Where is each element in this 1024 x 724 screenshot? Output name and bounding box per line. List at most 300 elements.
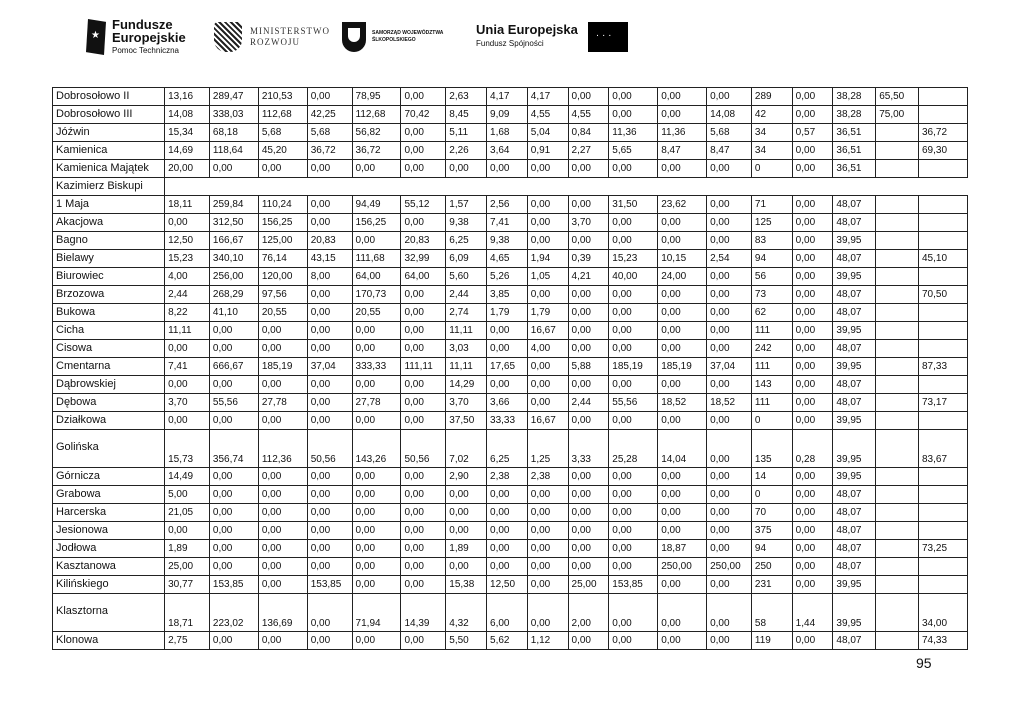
value-cell: 27,78 — [258, 394, 307, 412]
value-cell: 0,00 — [527, 358, 568, 376]
value-cell — [918, 504, 967, 522]
value-cell: 0,00 — [568, 160, 609, 178]
value-cell: 0,00 — [568, 322, 609, 340]
mrr-line2: ROZWOJU — [250, 37, 300, 47]
value-cell: 0,00 — [707, 304, 752, 322]
table-row — [53, 160, 968, 178]
table-row — [53, 576, 968, 594]
value-cell: 0,00 — [487, 322, 528, 340]
table-row — [53, 540, 968, 558]
samorzad-wojewodztwa-logo — [342, 14, 443, 60]
value-cell: 87,33 — [918, 358, 967, 376]
value-cell: 0,00 — [707, 468, 752, 486]
value-cell: 0,00 — [258, 540, 307, 558]
value-cell: 112,68 — [352, 106, 401, 124]
value-cell: 55,56 — [609, 394, 658, 412]
value-cell: 143,26 — [352, 430, 401, 468]
value-cell: 0,00 — [568, 412, 609, 430]
value-cell: 118,64 — [209, 142, 258, 160]
value-cell: 18,11 — [165, 196, 210, 214]
value-cell: 0,00 — [487, 160, 528, 178]
value-cell: 78,95 — [352, 88, 401, 106]
value-cell: 5,04 — [527, 124, 568, 142]
value-cell: 21,05 — [165, 504, 210, 522]
value-cell: 42,25 — [307, 106, 352, 124]
value-cell: 30,77 — [165, 576, 210, 594]
value-cell: 185,19 — [258, 358, 307, 376]
value-cell — [918, 304, 967, 322]
value-cell: 0,00 — [401, 412, 446, 430]
value-cell: 0,00 — [401, 522, 446, 540]
value-cell: 0,00 — [707, 540, 752, 558]
value-cell: 0,00 — [658, 322, 707, 340]
value-cell: 45,20 — [258, 142, 307, 160]
value-cell: 5,88 — [568, 358, 609, 376]
value-cell: 16,67 — [527, 412, 568, 430]
value-cell: 36,72 — [352, 142, 401, 160]
table-row — [53, 558, 968, 576]
value-cell: 56 — [751, 268, 792, 286]
row-name-cell: Cmentarna — [53, 358, 165, 376]
value-cell: 0,00 — [609, 412, 658, 430]
value-cell: 0,00 — [352, 160, 401, 178]
value-cell: 0,00 — [609, 558, 658, 576]
value-cell: 48,07 — [833, 250, 876, 268]
value-cell: 0,00 — [792, 468, 833, 486]
value-cell: 0,00 — [792, 214, 833, 232]
value-cell: 0,00 — [658, 522, 707, 540]
value-cell: 4,65 — [487, 250, 528, 268]
value-cell — [876, 286, 919, 304]
value-cell: 48,07 — [833, 340, 876, 358]
value-cell: 0,00 — [401, 504, 446, 522]
value-cell: 5,60 — [446, 268, 487, 286]
value-cell: 0,00 — [792, 486, 833, 504]
row-name-cell: Kamienica — [53, 142, 165, 160]
value-cell: 15,34 — [165, 124, 210, 142]
value-cell: 40,00 — [609, 268, 658, 286]
value-cell: 0,00 — [352, 576, 401, 594]
value-cell: 0,00 — [307, 88, 352, 106]
value-cell: 2,74 — [446, 304, 487, 322]
value-cell: 0,00 — [658, 304, 707, 322]
value-cell: 111,68 — [352, 250, 401, 268]
unia-europejska-logo — [476, 14, 628, 60]
value-cell: 0,00 — [707, 504, 752, 522]
table-row — [53, 594, 968, 632]
value-cell: 0,00 — [209, 412, 258, 430]
value-cell: 166,67 — [209, 232, 258, 250]
value-cell: 223,02 — [209, 594, 258, 632]
value-cell: 0,00 — [352, 322, 401, 340]
value-cell: 37,04 — [307, 358, 352, 376]
value-cell: 289 — [751, 88, 792, 106]
value-cell: 0,00 — [707, 594, 752, 632]
value-cell: 0,00 — [568, 340, 609, 358]
value-cell: 289,47 — [209, 88, 258, 106]
woj-line1: SAMORZĄD WOJEWÓDZTWA — [372, 30, 444, 36]
row-name-cell: Dąbrowskiej — [53, 376, 165, 394]
table-row — [53, 142, 968, 160]
value-cell: 0,00 — [307, 486, 352, 504]
value-cell: 39,95 — [833, 594, 876, 632]
value-cell: 18,52 — [707, 394, 752, 412]
value-cell: 39,95 — [833, 268, 876, 286]
value-cell: 83 — [751, 232, 792, 250]
value-cell: 170,73 — [352, 286, 401, 304]
fe-flag-icon — [86, 19, 106, 55]
value-cell: 0,00 — [258, 522, 307, 540]
value-cell: 0,00 — [609, 540, 658, 558]
table-row — [53, 632, 968, 650]
value-cell: 55,56 — [209, 394, 258, 412]
value-cell: 36,51 — [833, 142, 876, 160]
value-cell: 0,00 — [401, 88, 446, 106]
value-cell: 25,28 — [609, 430, 658, 468]
value-cell: 0,00 — [527, 196, 568, 214]
value-cell: 356,74 — [209, 430, 258, 468]
value-cell: 333,33 — [352, 358, 401, 376]
value-cell: 0,00 — [352, 522, 401, 540]
value-cell: 0 — [751, 160, 792, 178]
value-cell: 14 — [751, 468, 792, 486]
value-cell: 0,00 — [352, 486, 401, 504]
value-cell: 0,00 — [792, 376, 833, 394]
value-cell: 250,00 — [707, 558, 752, 576]
value-cell: 0,00 — [658, 412, 707, 430]
value-cell: 0,00 — [527, 540, 568, 558]
value-cell: 68,18 — [209, 124, 258, 142]
value-cell — [876, 358, 919, 376]
value-cell: 0,00 — [527, 232, 568, 250]
value-cell: 0,00 — [792, 504, 833, 522]
value-cell: 48,07 — [833, 304, 876, 322]
value-cell: 15,73 — [165, 430, 210, 468]
value-cell: 0,00 — [609, 340, 658, 358]
value-cell: 2,38 — [527, 468, 568, 486]
value-cell: 0,00 — [792, 196, 833, 214]
value-cell: 0,00 — [401, 486, 446, 504]
value-cell: 0,00 — [401, 286, 446, 304]
value-cell: 6,25 — [487, 430, 528, 468]
value-cell: 0,00 — [707, 160, 752, 178]
value-cell: 2,26 — [446, 142, 487, 160]
value-cell: 15,23 — [609, 250, 658, 268]
value-cell: 3,66 — [487, 394, 528, 412]
row-name-cell: Klasztorna — [53, 594, 165, 632]
value-cell: 14,04 — [658, 430, 707, 468]
value-cell: 0,00 — [446, 160, 487, 178]
value-cell: 4,55 — [568, 106, 609, 124]
value-cell: 45,10 — [918, 250, 967, 268]
table-row — [53, 468, 968, 486]
value-cell: 48,07 — [833, 504, 876, 522]
page-number: 95 — [916, 655, 932, 671]
value-cell: 2,38 — [487, 468, 528, 486]
value-cell: 0,00 — [527, 504, 568, 522]
value-cell: 0,00 — [487, 376, 528, 394]
value-cell — [918, 486, 967, 504]
value-cell: 0,00 — [352, 468, 401, 486]
value-cell: 0,57 — [792, 124, 833, 142]
value-cell: 4,55 — [527, 106, 568, 124]
value-cell: 71 — [751, 196, 792, 214]
value-cell: 14,49 — [165, 468, 210, 486]
value-cell: 0,00 — [792, 632, 833, 650]
value-cell: 32,99 — [401, 250, 446, 268]
value-cell: 111,11 — [401, 358, 446, 376]
value-cell — [918, 340, 967, 358]
row-name-cell: Jesionowa — [53, 522, 165, 540]
value-cell: 0,00 — [307, 632, 352, 650]
table-row — [53, 268, 968, 286]
value-cell: 0,00 — [527, 160, 568, 178]
row-name-cell: Bagno — [53, 232, 165, 250]
value-cell — [918, 88, 967, 106]
row-name-cell: Cisowa — [53, 340, 165, 358]
value-cell: 11,36 — [658, 124, 707, 142]
value-cell: 0,00 — [658, 88, 707, 106]
value-cell: 0,00 — [258, 468, 307, 486]
value-cell: 0,00 — [792, 358, 833, 376]
value-cell: 5,68 — [258, 124, 307, 142]
value-cell: 0,00 — [527, 594, 568, 632]
value-cell: 37,50 — [446, 412, 487, 430]
value-cell: 42 — [751, 106, 792, 124]
value-cell: 0,00 — [165, 214, 210, 232]
value-cell: 25,00 — [165, 558, 210, 576]
header-logos — [86, 14, 686, 60]
value-cell: 2,44 — [568, 394, 609, 412]
row-name-cell: Kilińskiego — [53, 576, 165, 594]
value-cell — [876, 124, 919, 142]
value-cell: 0,00 — [609, 160, 658, 178]
value-cell: 0,00 — [401, 142, 446, 160]
value-cell: 5,11 — [446, 124, 487, 142]
row-name-cell: Dębowa — [53, 394, 165, 412]
row-name-cell: Jodłowa — [53, 540, 165, 558]
value-cell: 0,91 — [527, 142, 568, 160]
table-row — [53, 486, 968, 504]
value-cell: 0,00 — [527, 376, 568, 394]
value-cell: 12,50 — [165, 232, 210, 250]
value-cell: 0,00 — [487, 504, 528, 522]
value-cell: 38,28 — [833, 88, 876, 106]
value-cell: 20,00 — [165, 160, 210, 178]
value-cell: 0,00 — [165, 340, 210, 358]
value-cell: 14,69 — [165, 142, 210, 160]
value-cell: 3,70 — [568, 214, 609, 232]
value-cell: 0,00 — [609, 88, 658, 106]
value-cell: 0,00 — [568, 540, 609, 558]
value-cell: 666,67 — [209, 358, 258, 376]
value-cell — [876, 558, 919, 576]
value-cell: 4,32 — [446, 594, 487, 632]
value-cell: 0,00 — [609, 232, 658, 250]
value-cell: 0,00 — [792, 304, 833, 322]
value-cell: 70,42 — [401, 106, 446, 124]
value-cell: 0,00 — [352, 632, 401, 650]
value-cell — [876, 430, 919, 468]
value-cell: 0,00 — [258, 486, 307, 504]
value-cell: 0,00 — [307, 196, 352, 214]
value-cell: 0,00 — [401, 214, 446, 232]
value-cell: 0,00 — [352, 558, 401, 576]
value-cell: 27,78 — [352, 394, 401, 412]
value-cell: 6,25 — [446, 232, 487, 250]
value-cell: 0,00 — [258, 160, 307, 178]
value-cell: 0,00 — [401, 576, 446, 594]
table-row — [53, 196, 968, 214]
value-cell: 0,00 — [307, 540, 352, 558]
value-cell: 20,83 — [401, 232, 446, 250]
value-cell: 16,67 — [527, 322, 568, 340]
value-cell: 0,00 — [568, 232, 609, 250]
value-cell: 259,84 — [209, 196, 258, 214]
value-cell: 0,00 — [707, 196, 752, 214]
value-cell: 0,00 — [792, 412, 833, 430]
table-row — [53, 88, 968, 106]
value-cell: 0,00 — [527, 214, 568, 232]
value-cell: 0,00 — [707, 286, 752, 304]
value-cell: 0,00 — [707, 214, 752, 232]
value-cell: 0,00 — [527, 522, 568, 540]
value-cell: 94,49 — [352, 196, 401, 214]
value-cell: 0,00 — [658, 286, 707, 304]
value-cell — [876, 522, 919, 540]
value-cell: 136,69 — [258, 594, 307, 632]
value-cell: 0,00 — [658, 632, 707, 650]
value-cell: 0,00 — [401, 468, 446, 486]
row-name-cell: Brzozowa — [53, 286, 165, 304]
section-row — [53, 178, 968, 196]
fe-line3: Pomoc Techniczna — [112, 45, 179, 55]
value-cell: 14,29 — [446, 376, 487, 394]
value-cell: 0,00 — [401, 160, 446, 178]
value-cell: 0,00 — [258, 558, 307, 576]
value-cell: 0,00 — [568, 286, 609, 304]
value-cell: 0,00 — [609, 504, 658, 522]
value-cell: 0,00 — [609, 286, 658, 304]
value-cell: 0,00 — [258, 632, 307, 650]
value-cell: 0,00 — [707, 632, 752, 650]
value-cell: 0,00 — [209, 558, 258, 576]
value-cell: 0,00 — [609, 106, 658, 124]
table-body — [53, 88, 968, 650]
value-cell: 2,44 — [446, 286, 487, 304]
data-table — [52, 87, 968, 650]
value-cell — [918, 468, 967, 486]
value-cell — [876, 376, 919, 394]
value-cell: 0,00 — [792, 142, 833, 160]
value-cell: 10,15 — [658, 250, 707, 268]
value-cell: 0,00 — [258, 376, 307, 394]
value-cell: 0,00 — [568, 504, 609, 522]
value-cell: 0,00 — [527, 576, 568, 594]
row-name-cell: Dobrosołowo III — [53, 106, 165, 124]
table-row — [53, 412, 968, 430]
value-cell: 0,00 — [658, 160, 707, 178]
value-cell: 0,00 — [568, 196, 609, 214]
value-cell: 48,07 — [833, 376, 876, 394]
value-cell: 0,00 — [307, 160, 352, 178]
value-cell: 75,00 — [876, 106, 919, 124]
value-cell: 185,19 — [609, 358, 658, 376]
value-cell: 112,68 — [258, 106, 307, 124]
value-cell: 1,89 — [446, 540, 487, 558]
value-cell: 250,00 — [658, 558, 707, 576]
value-cell: 2,54 — [707, 250, 752, 268]
value-cell: 0,00 — [792, 540, 833, 558]
value-cell: 43,15 — [307, 250, 352, 268]
value-cell: 312,50 — [209, 214, 258, 232]
value-cell: 110,24 — [258, 196, 307, 214]
value-cell: 0,00 — [307, 558, 352, 576]
value-cell: 39,95 — [833, 430, 876, 468]
woj-line2: ŚLKOPOLSKIEGO — [372, 37, 416, 43]
value-cell: 48,07 — [833, 286, 876, 304]
value-cell: 39,95 — [833, 576, 876, 594]
table-row — [53, 358, 968, 376]
value-cell: 11,11 — [165, 322, 210, 340]
value-cell: 0,00 — [307, 322, 352, 340]
value-cell: 0,00 — [307, 594, 352, 632]
value-cell: 9,38 — [446, 214, 487, 232]
value-cell — [918, 576, 967, 594]
value-cell: 39,95 — [833, 468, 876, 486]
value-cell: 0,00 — [209, 160, 258, 178]
value-cell: 0,00 — [792, 106, 833, 124]
value-cell: 250 — [751, 558, 792, 576]
value-cell: 74,33 — [918, 632, 967, 650]
value-cell: 48,07 — [833, 522, 876, 540]
value-cell — [918, 322, 967, 340]
value-cell: 0,39 — [568, 250, 609, 268]
value-cell: 0,00 — [209, 376, 258, 394]
mrr-line1: MINISTERSTWO — [250, 26, 330, 36]
table-row — [53, 376, 968, 394]
value-cell: 25,00 — [568, 576, 609, 594]
value-cell: 23,62 — [658, 196, 707, 214]
section-name-cell: Kazimierz Biskupi — [53, 178, 165, 196]
value-cell: 8,47 — [658, 142, 707, 160]
value-cell: 0,00 — [658, 376, 707, 394]
value-cell: 58 — [751, 594, 792, 632]
value-cell: 20,55 — [352, 304, 401, 322]
row-name-cell: Biurowiec — [53, 268, 165, 286]
value-cell: 0,00 — [258, 322, 307, 340]
fe-line2: Europejskie — [112, 29, 186, 45]
value-cell: 0,00 — [487, 540, 528, 558]
value-cell: 0,00 — [165, 522, 210, 540]
table-row — [53, 304, 968, 322]
value-cell: 3,64 — [487, 142, 528, 160]
value-cell: 48,07 — [833, 632, 876, 650]
value-cell: 9,38 — [487, 232, 528, 250]
value-cell: 12,50 — [487, 576, 528, 594]
value-cell: 0,00 — [568, 632, 609, 650]
value-cell: 210,53 — [258, 88, 307, 106]
value-cell: 0,00 — [707, 430, 752, 468]
value-cell: 4,17 — [527, 88, 568, 106]
value-cell: 13,16 — [165, 88, 210, 106]
value-cell: 185,19 — [658, 358, 707, 376]
value-cell: 0,00 — [527, 286, 568, 304]
value-cell: 70,50 — [918, 286, 967, 304]
value-cell: 1,89 — [165, 540, 210, 558]
value-cell: 37,04 — [707, 358, 752, 376]
value-cell: 73,17 — [918, 394, 967, 412]
